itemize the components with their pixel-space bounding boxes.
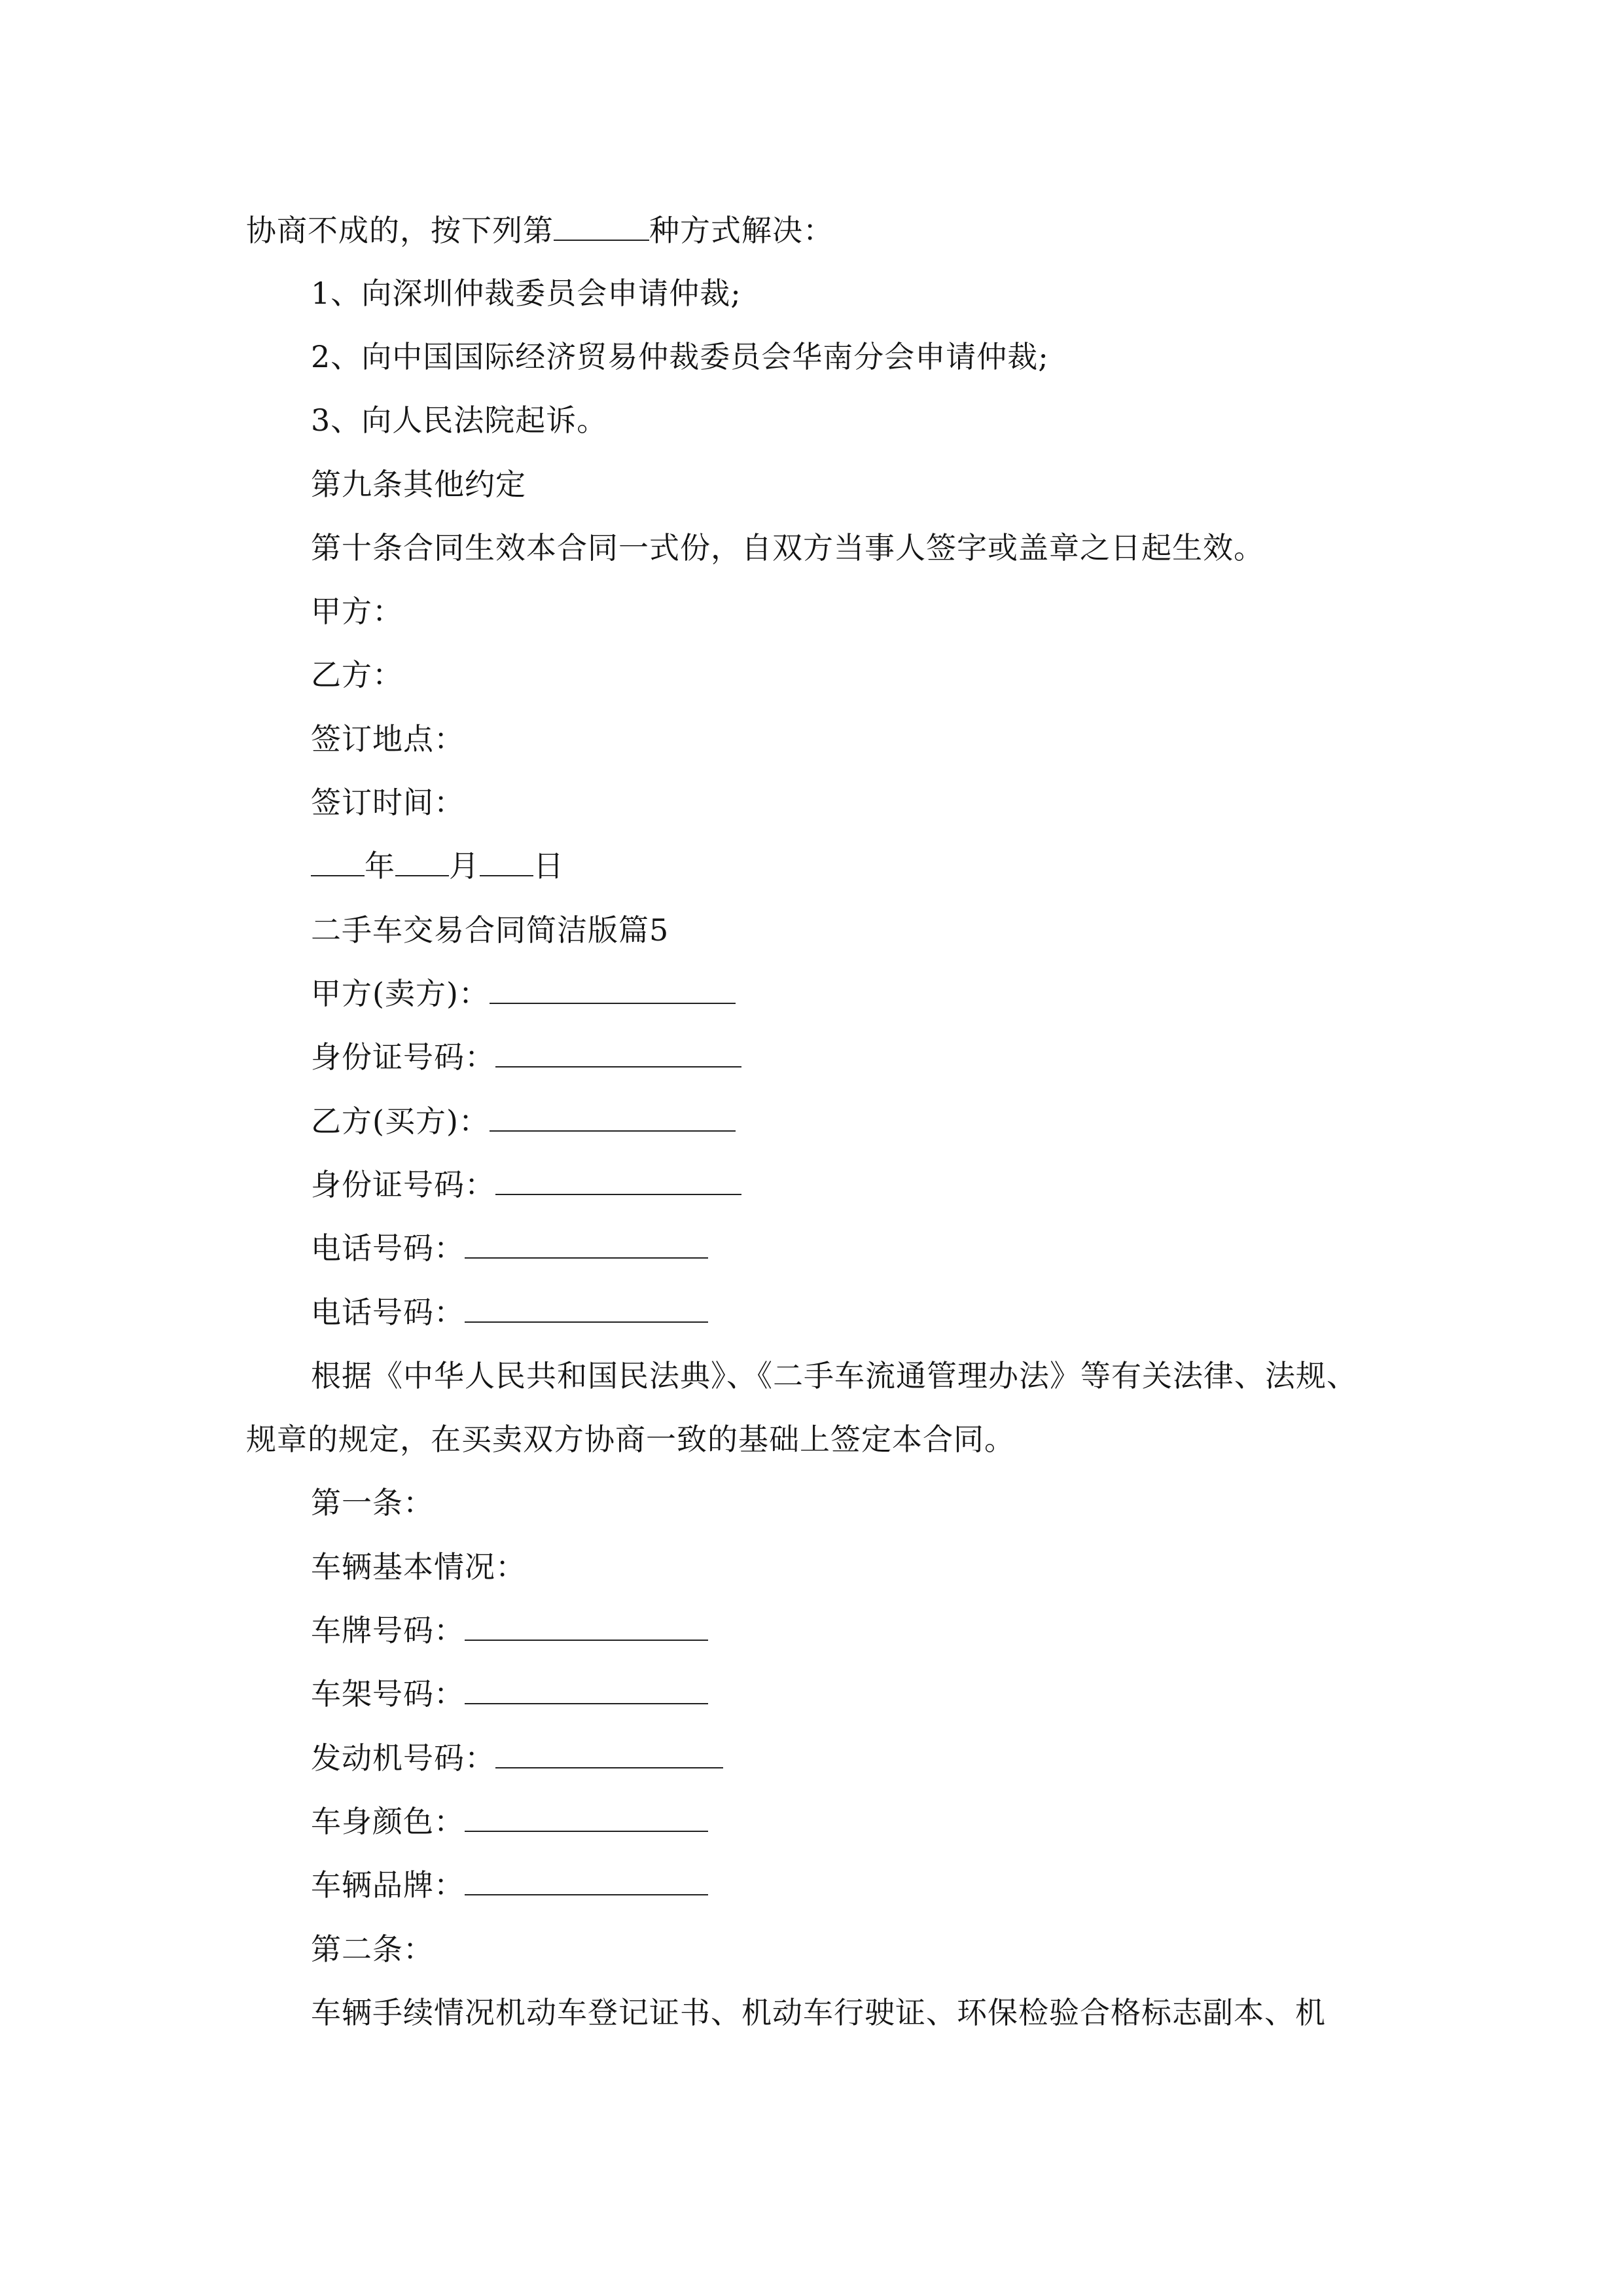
date-line [311, 846, 564, 886]
field-label: 车辆品牌： [311, 1867, 465, 1903]
article-heading: 第一条： [311, 1485, 434, 1520]
dispute-resolution-line [246, 211, 834, 250]
section-title: 二手车交易合同简洁版篇5 [311, 912, 669, 948]
form-field [311, 1738, 723, 1778]
blank-underline [480, 849, 533, 876]
blank-underline [490, 1104, 736, 1132]
date-unit: 年 [365, 848, 395, 884]
paragraph: 根据《中华人民共和国民法典》、《二手车流通管理办法》等有关法律、法规、 [311, 1358, 1357, 1393]
date-unit: 月 [449, 848, 480, 884]
blank-underline [465, 1804, 708, 1832]
signature-field-label: 签订时间： [311, 785, 465, 820]
field-label: 车牌号码： [311, 1613, 465, 1648]
form-field [311, 1037, 741, 1077]
field-label: 乙方(买方)： [311, 1103, 490, 1139]
list-item: 1、向深圳仲裁委员会申请仲裁; [311, 276, 741, 311]
text-segment: 协商不成的，按下列第 [246, 213, 554, 248]
blank-underline [495, 1168, 741, 1195]
field-label: 车身颜色： [311, 1804, 465, 1839]
blank-underline [495, 1040, 741, 1067]
form-field [311, 974, 736, 1013]
signature-field-label: 乙方： [311, 657, 403, 692]
form-field [311, 1165, 741, 1204]
form-field [311, 1102, 736, 1141]
text-segment: 种方式解决： [649, 213, 834, 248]
form-field [311, 1802, 708, 1841]
blank-underline [465, 1868, 708, 1895]
blank-underline [465, 1613, 708, 1641]
blank-underline [554, 213, 649, 241]
form-field [311, 1229, 708, 1268]
blank-underline [311, 849, 365, 876]
date-unit: 日 [533, 848, 564, 884]
paragraph: 车辆手续情况机动车登记证书、机动车行驶证、环保检验合格标志副本、机 [311, 1995, 1326, 2030]
paragraph: 规章的规定，在买卖双方协商一致的基础上签定本合同。 [246, 1422, 1015, 1457]
blank-underline [465, 1295, 708, 1323]
signature-field-label: 签订地点： [311, 721, 465, 757]
signature-field-label: 甲方： [311, 594, 403, 629]
field-label: 身份证号码： [311, 1167, 495, 1202]
form-field [311, 1293, 708, 1332]
field-label: 甲方(卖方)： [311, 976, 490, 1011]
blank-underline [465, 1231, 708, 1259]
paragraph: 第十条合同生效本合同一式份，自双方当事人签字或盖章之日起生效。 [311, 530, 1264, 565]
blank-underline [465, 1677, 708, 1704]
field-label: 电话号码： [311, 1295, 465, 1330]
blank-underline [495, 1741, 723, 1768]
form-field [311, 1611, 708, 1650]
list-item: 2、向中国国际经济贸易仲裁委员会华南分会申请仲裁; [311, 339, 1049, 374]
form-field [311, 1674, 708, 1713]
field-label: 发动机号码： [311, 1740, 495, 1776]
field-label: 车架号码： [311, 1676, 465, 1712]
article-heading: 第九条其他约定 [311, 467, 526, 502]
article-heading: 第二条： [311, 1931, 434, 1967]
form-field [311, 1865, 708, 1905]
paragraph: 车辆基本情况： [311, 1549, 526, 1585]
blank-underline [490, 977, 736, 1004]
field-label: 身份证号码： [311, 1039, 495, 1075]
blank-underline [395, 849, 449, 876]
field-label: 电话号码： [311, 1230, 465, 1266]
list-item: 3、向人民法院起诉。 [311, 403, 608, 438]
